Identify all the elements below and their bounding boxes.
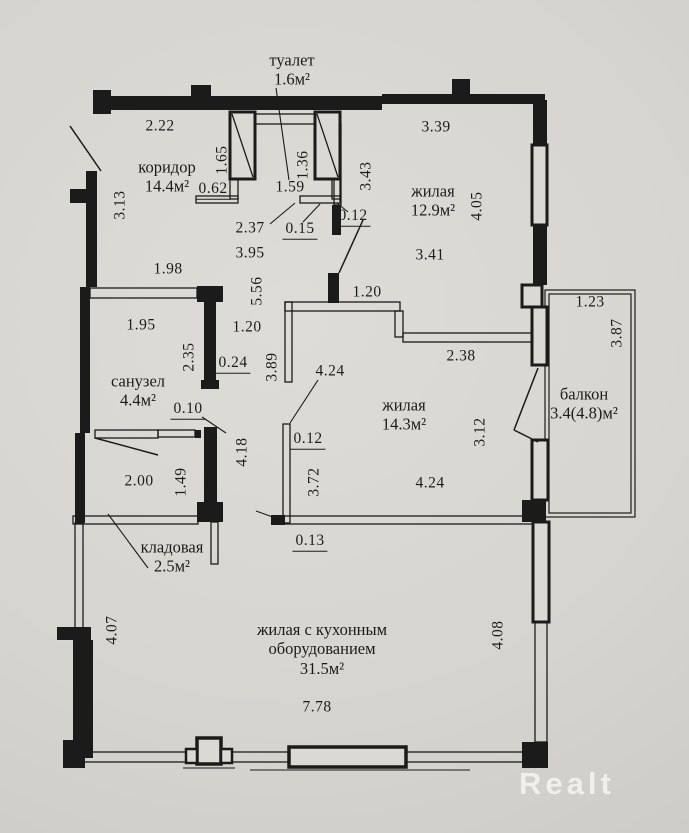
room-label-balcony <box>550 385 618 424</box>
room-label-line: 14.4м² <box>144 177 190 196</box>
dimension-label: 3.87 <box>608 318 626 348</box>
dimension-label: 0.12 <box>335 208 370 227</box>
dimension-label: 1.49 <box>172 467 190 497</box>
dimension-label: 0.12 <box>290 431 325 450</box>
room-label-living-1 <box>411 182 455 221</box>
dimension-label: 4.08 <box>489 620 507 650</box>
dimension-label: 2.22 <box>145 117 175 135</box>
dimension-label: 3.12 <box>471 417 489 447</box>
room-label-living-kitchen <box>257 620 387 678</box>
dimension-label: 4.24 <box>415 474 445 492</box>
dimension-label: 1.20 <box>352 283 382 301</box>
dimension-label: 3.72 <box>305 467 323 497</box>
room-label-line: санузел <box>110 371 166 391</box>
dimension-label: 0.10 <box>170 401 205 420</box>
dimension-label: 1.23 <box>575 293 605 311</box>
dimension-label: 3.95 <box>235 244 265 262</box>
room-label-line: 2.5м² <box>153 557 190 576</box>
room-label-line: 4.4м² <box>119 391 157 410</box>
room-label-line: жилая <box>411 181 455 201</box>
room-label-line: 14.3м² <box>381 415 427 434</box>
dimension-label: 3.13 <box>111 190 129 220</box>
dimension-label: 1.65 <box>213 145 231 175</box>
dimension-label: 1.59 <box>275 178 305 196</box>
room-label-line: 31.5м² <box>299 658 345 678</box>
dimension-label: 0.62 <box>195 181 230 200</box>
room-label-line: оборудованием <box>268 639 376 659</box>
dimension-label: 2.37 <box>235 219 265 237</box>
room-label-line: 1.6м² <box>273 70 311 89</box>
room-label-corridor <box>138 158 195 197</box>
room-label-line: кладовая <box>140 537 204 557</box>
dimension-label: 1.95 <box>126 316 156 334</box>
room-label-toilet <box>269 51 314 90</box>
dimension-label: 4.07 <box>103 615 121 645</box>
dimension-label: 4.18 <box>233 437 251 467</box>
dimension-label: 0.13 <box>292 533 327 552</box>
room-label-line: 12.9м² <box>410 201 456 220</box>
room-label-line: туалет <box>269 50 315 70</box>
room-label-storage <box>141 538 204 577</box>
dimension-label: 3.39 <box>421 118 451 136</box>
dimension-label: 3.41 <box>415 246 445 264</box>
room-label-line: 3.4(4.8)м² <box>550 404 618 423</box>
dimension-label: 0.15 <box>282 221 317 240</box>
realt-watermark-logo: Realt <box>519 766 615 801</box>
dimension-label: 3.89 <box>263 352 281 382</box>
dimension-label: 1.98 <box>153 260 183 278</box>
dimension-label: 4.24 <box>315 362 345 380</box>
room-label-living-2 <box>382 396 426 435</box>
dimension-label: 0.24 <box>215 355 250 374</box>
dimension-label: 7.78 <box>302 698 332 716</box>
dimension-label: 4.05 <box>468 191 486 221</box>
dimension-label: 3.43 <box>357 161 375 191</box>
dimension-label: 2.38 <box>446 347 476 365</box>
dimension-label: 5.56 <box>248 276 266 306</box>
dimension-label: 2.00 <box>124 472 154 490</box>
dimension-label: 1.36 <box>294 150 312 180</box>
room-label-line: балкон <box>559 384 609 404</box>
room-label-line: коридор <box>138 157 196 177</box>
dimension-label: 2.35 <box>180 342 198 372</box>
room-label-bathroom <box>111 372 165 411</box>
room-label-line: жилая <box>382 395 426 415</box>
room-label-line: жилая с кухонным <box>256 619 388 639</box>
dimension-label: 1.20 <box>232 318 262 336</box>
